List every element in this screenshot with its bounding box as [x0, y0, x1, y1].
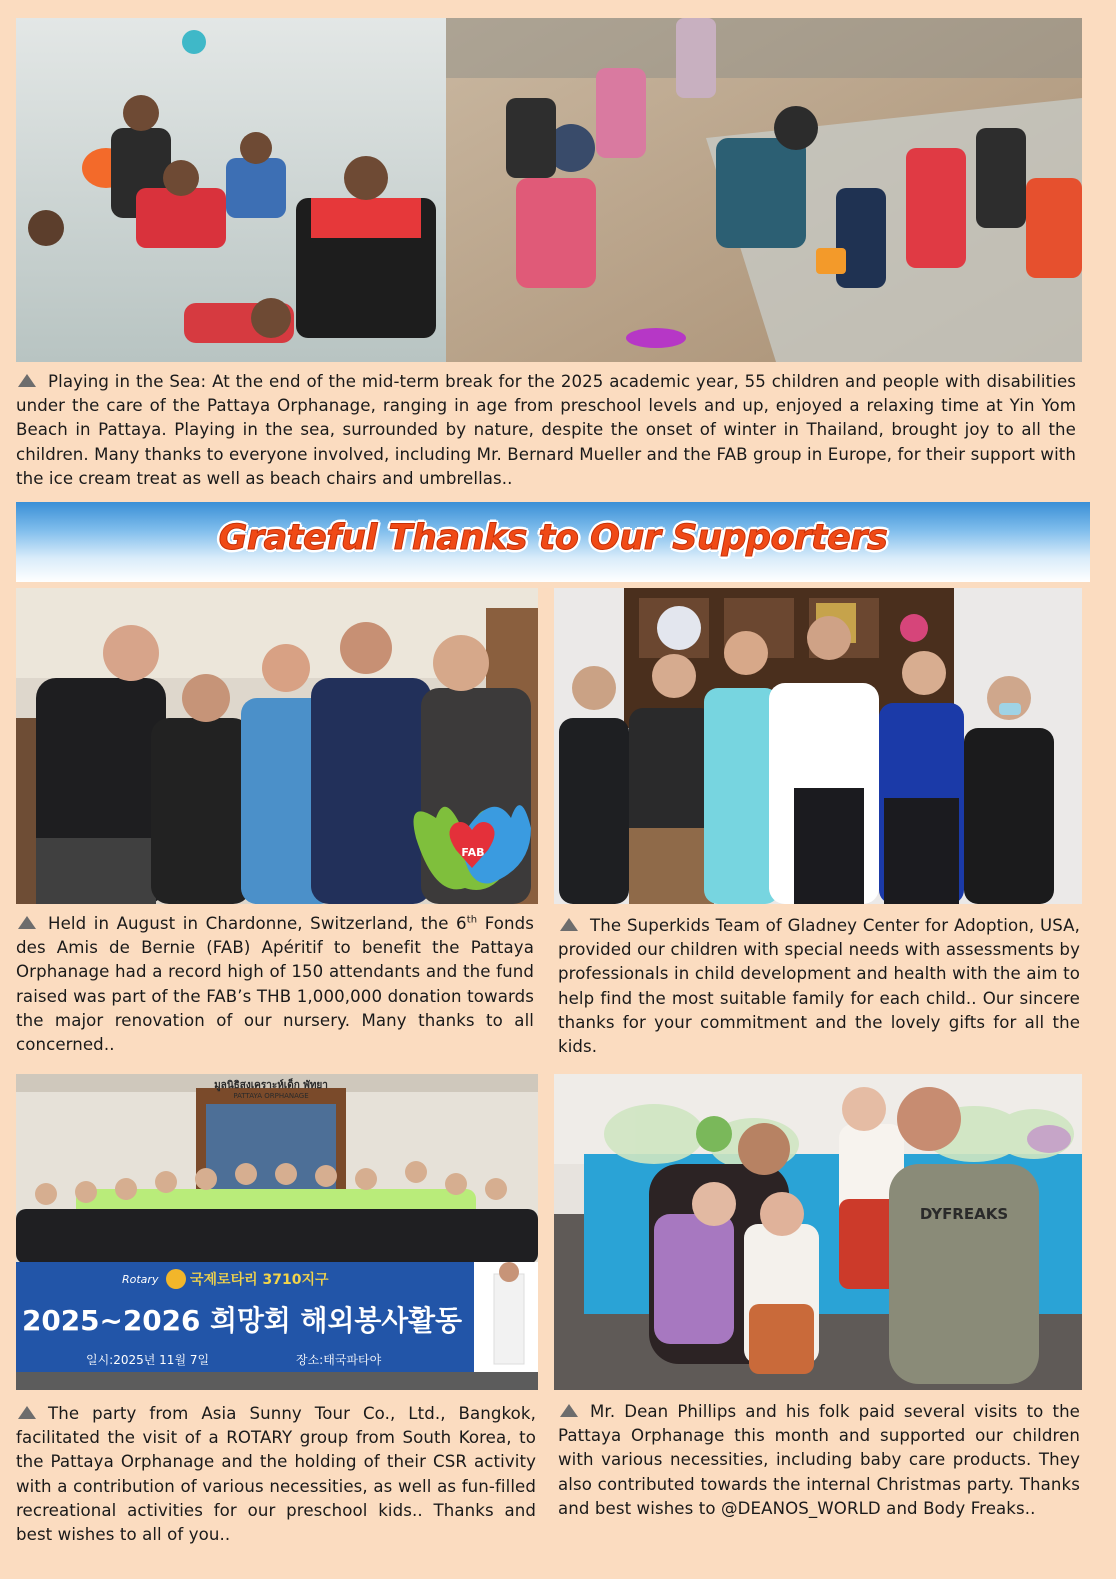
rotary-place: 장소:태국파타야: [296, 1353, 382, 1367]
rotary-headline: 2025~2026 희망회 해외봉사활동: [22, 1304, 462, 1337]
triangle-bullet-icon: [18, 374, 36, 387]
banner-title: Grateful Thanks to Our Supporters: [218, 518, 888, 558]
rotary-brand: Rotary: [122, 1273, 159, 1286]
fab-logo-text: FAB: [461, 846, 485, 859]
photo-dean-phillips: [554, 1074, 1082, 1390]
photo-rotary: [16, 1074, 538, 1390]
caption-dean: Mr. Dean Phillips and his folk paid several visits to the Pattaya Orphanage this month and supported our children with various necessities, including baby care products. They also contributed towards the internal Christmas party. Thanks and best wishes to @DEANOS_WORLD and Body Freaks..: [558, 1402, 1080, 1518]
photo-beach: [16, 18, 1082, 362]
section-banner: [16, 502, 1090, 582]
caption-rotary: The party from Asia Sunny Tour Co., Ltd., Bangkok, facilitated the visit of a ROTARY group from South Korea, to the Pattaya Orphanage and the holding of their CSR activity with a contribution of various necessities, as well as fun-filled recreational activities for our preschool kids.. Thanks and best wishes to all of you..: [16, 1404, 536, 1545]
shirt-text: DYFREAKS: [919, 1205, 1009, 1223]
caption-gladney: The Superkids Team of Gladney Center for Adoption, USA, provided our children with special needs with assessments by professionals in child development and health with the aim to help find the most suitable family for each child.. Our sincere thanks for your commitment and the lovely gifts for all the kids.: [558, 916, 1080, 1057]
triangle-bullet-icon: [18, 916, 36, 929]
triangle-bullet-icon: [560, 1404, 578, 1417]
triangle-bullet-icon: [18, 1406, 36, 1419]
rotary-wheel-icon: [166, 1269, 186, 1289]
sign-thai: มูลนิธิสงเคราะห์เด็ก พัทยา: [214, 1080, 328, 1091]
photo-gladney: [554, 588, 1082, 904]
triangle-bullet-icon: [560, 918, 578, 931]
sign-english: PATTAYA ORPHANAGE: [233, 1092, 309, 1100]
caption-fab: Held in August in Chardonne, Switzerland, the 6th Fonds des Amis de Bernie (FAB) Apéritif to benefit the Pattaya Orphanage had a record high of 150 attendants and the fund raised was part of the FAB’s THB 1,000,000 donation towards the major renovation of our nursery. Many thanks to all concerned..: [16, 914, 534, 1055]
caption-sea: Playing in the Sea: At the end of the mid-term break for the 2025 academic year, 55 children and people with disabilities under the care of the Pattaya Orphanage, ranging in age from preschool levels and up, enjoyed a relaxing time at Yin Yom Beach in Pattaya. Playing in the sea, surrounded by nature, despite the onset of winter in Thailand, brought joy to all the children. Many thanks to everyone involved, including Mr. Bernard Mueller and the FAB group in Europe, for their support with the ice cream treat as well as beach chairs and umbrellas..: [16, 372, 1076, 488]
rotary-district: 국제로타리 3710지구: [190, 1272, 329, 1288]
rotary-date: 일시:2025년 11월 7일: [86, 1353, 210, 1367]
photo-fab-aperitif: [16, 588, 538, 904]
